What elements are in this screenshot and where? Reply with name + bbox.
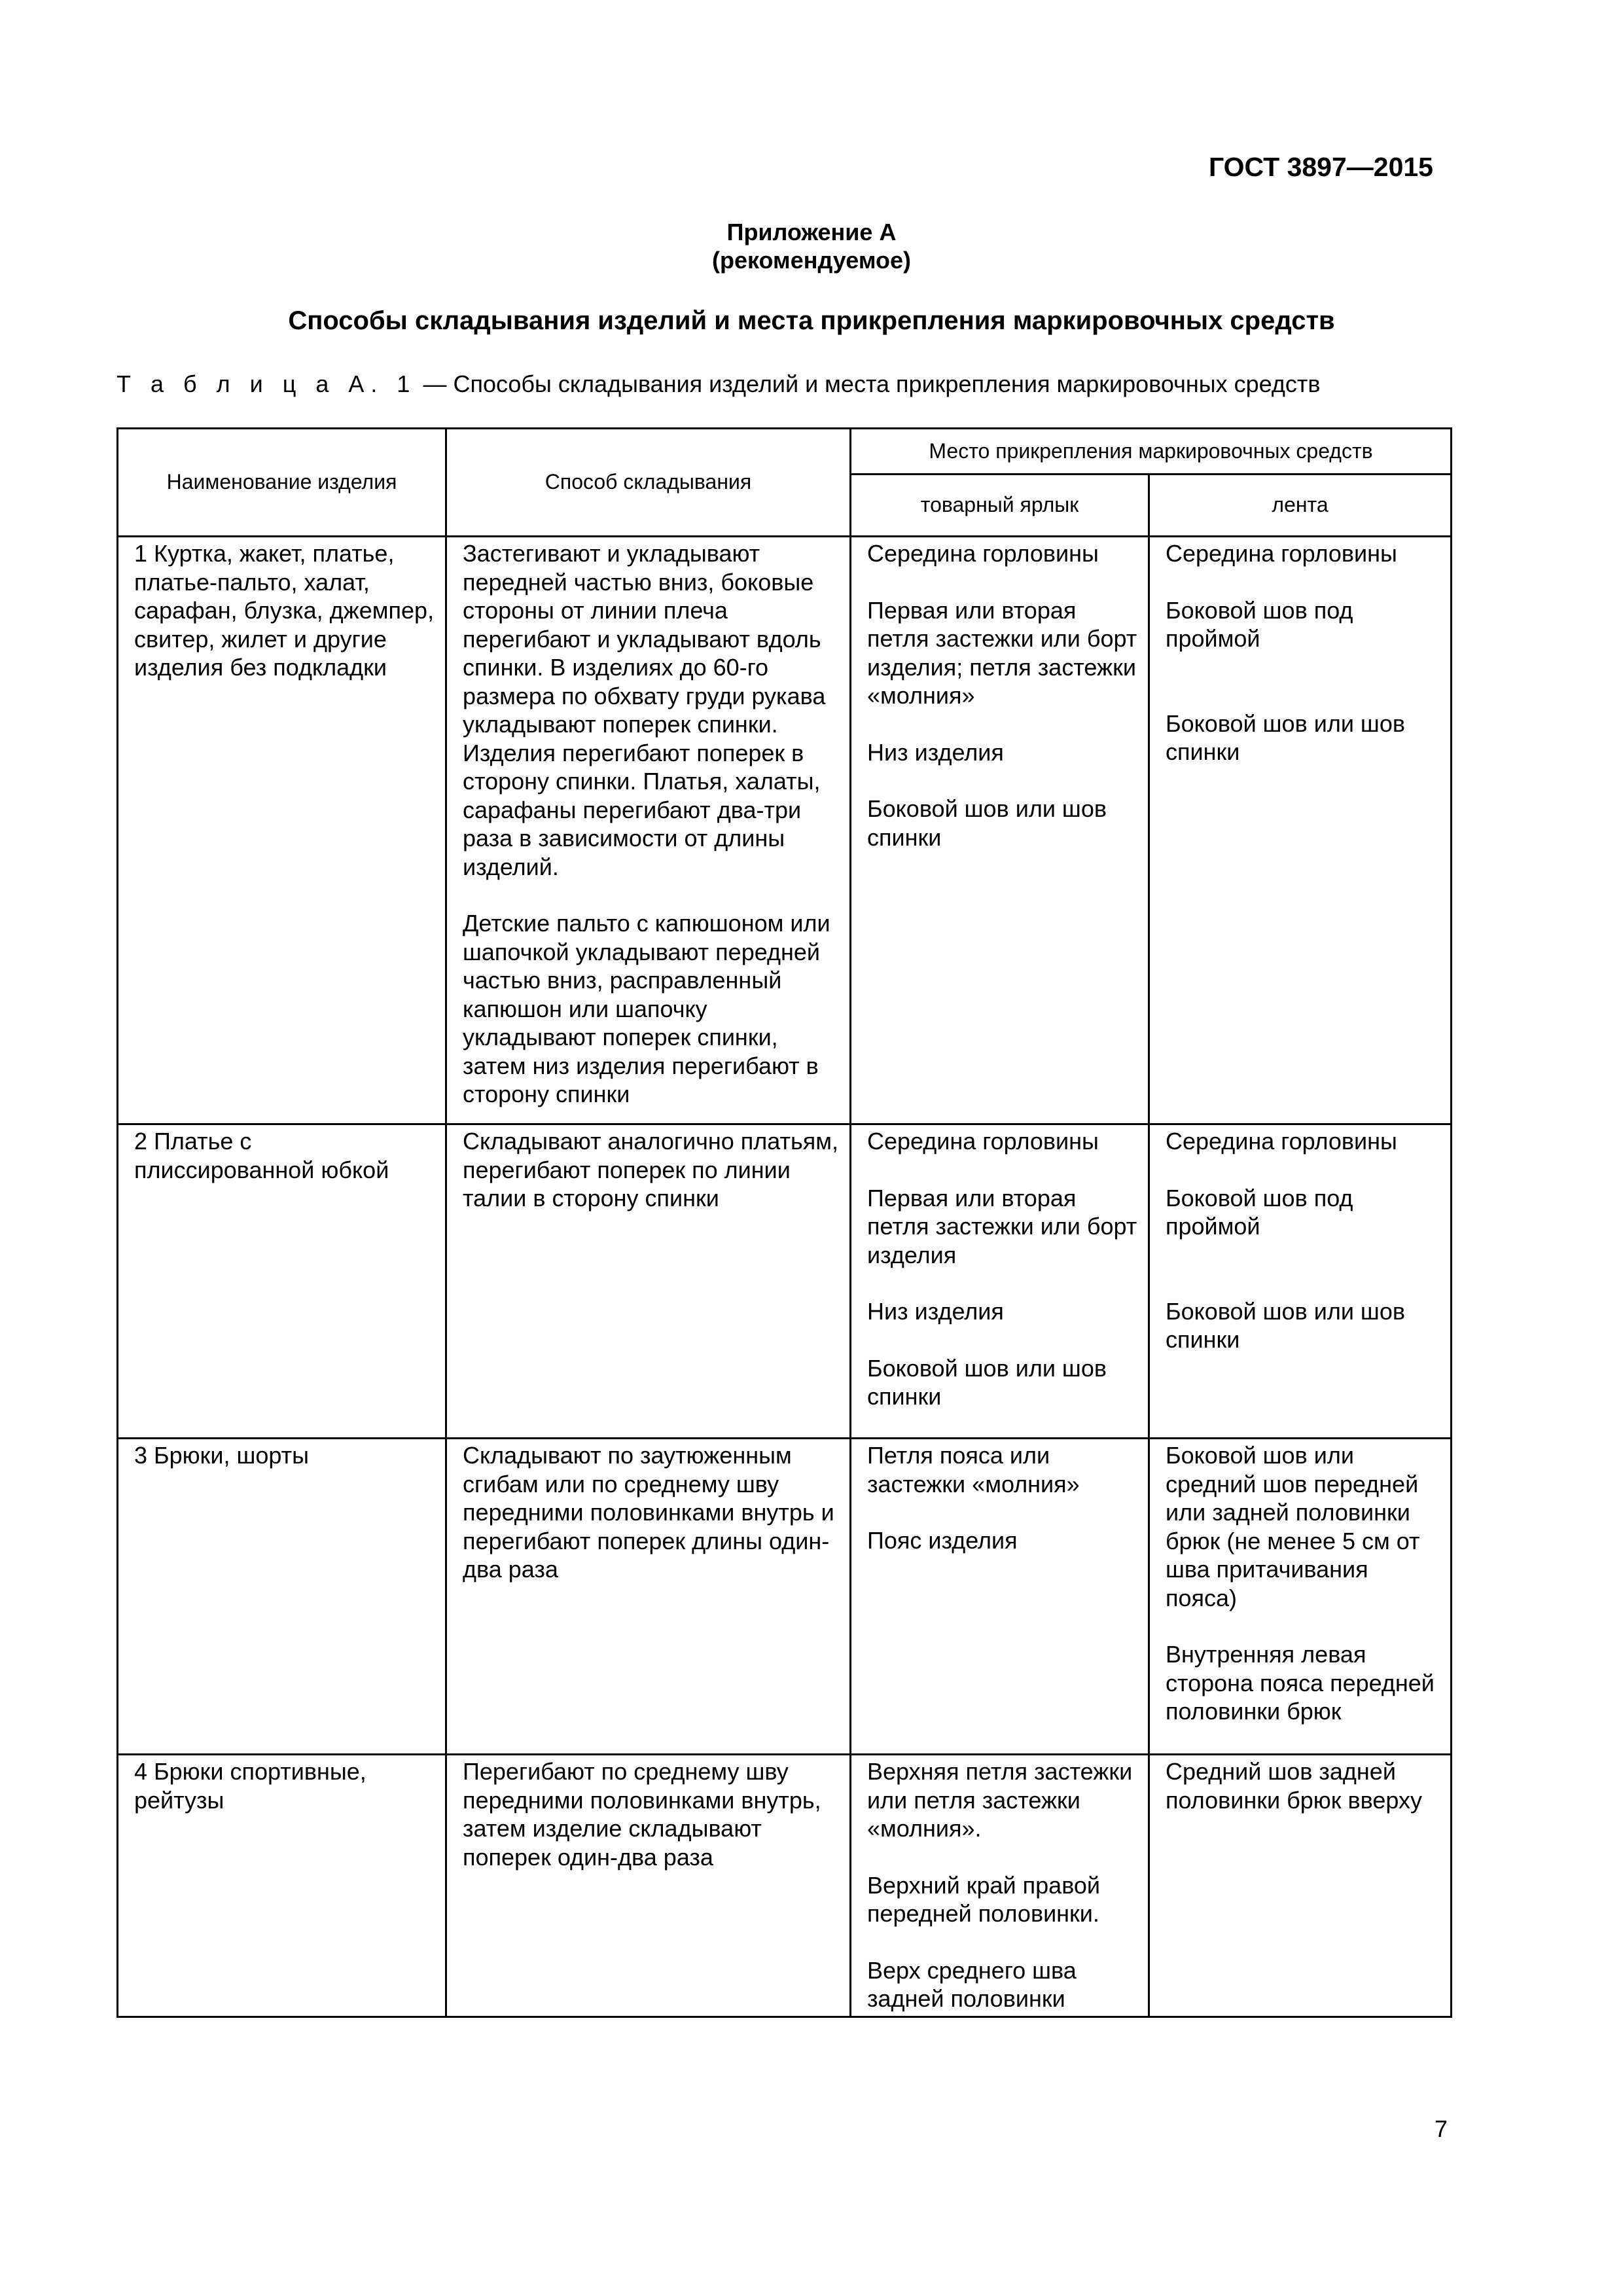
cell-tape xyxy=(1149,1439,1452,1755)
cell-folding-method xyxy=(446,1124,851,1439)
cell-paragraph: Первая или вторая петля застежки или борт изделия xyxy=(867,1184,1137,1268)
document-title: Способы складывания изделий и места прикрепления маркировочных средств xyxy=(288,306,1335,335)
cell-product-label xyxy=(851,537,1149,1124)
cell-paragraph: Внутренняя левая сторона пояса передней половинки брюк xyxy=(1166,1641,1435,1725)
cell-paragraph: Боковой шов или шов спинки xyxy=(1166,1297,1405,1353)
cell-paragraph: Боковой шов или средний шов передней или задней половинки брюк (не менее 5 см от шва притачивания пояса) xyxy=(1166,1442,1420,1611)
cell-folding-method xyxy=(446,1755,851,2017)
table-row xyxy=(118,537,1452,1124)
cell-paragraph: Складывают по заутюженным сгибам или по среднему шву передними половинками внутрь и перегибают поперек длины один-два раза xyxy=(463,1442,834,1583)
cell-product-label xyxy=(851,1755,1149,2017)
standard-number: ГОСТ 3897—2015 xyxy=(1208,152,1433,182)
cell-paragraph: Средний шов задней половинки брюк вверху xyxy=(1166,1758,1423,1814)
header-tape: лента xyxy=(1149,475,1452,537)
table-row xyxy=(118,1439,1452,1755)
appendix-label: Приложение А xyxy=(726,219,897,245)
cell-paragraph: Застегивают и укладывают передней частью вниз, боковые стороны от линии плеча перегибают и укладывают вдоль спинки. В изделиях до 60-го размера по обхвату груди рукава укладывают поперек спинки. Изделия перегибают поперек в сторону спинки. Платья, халаты, сарафаны перегибают два-три раза в зависимости от длины изделий. xyxy=(463,540,826,880)
cell-item-name: 4 Брюки спортивные, рейтузы xyxy=(118,1755,446,2017)
table-caption-dash: — xyxy=(416,370,454,397)
page-number: 7 xyxy=(1434,2115,1448,2142)
appendix-status: (рекомендуемое) xyxy=(712,247,911,274)
cell-item-name: 1 Куртка, жакет, платье, платье-пальто, халат, сарафан, блузка, джемпер, свитер, жилет и другие изделия без подкладки xyxy=(118,537,446,1124)
cell-product-label xyxy=(851,1124,1149,1439)
cell-paragraph: Боковой шов под проймой xyxy=(1166,1184,1353,1240)
header-folding-method: Способ складывания xyxy=(446,429,851,537)
header-product-label: товарный ярлык xyxy=(851,475,1149,537)
cell-paragraph: Перегибают по среднему шву передними половинками внутрь, затем изделие складывают поперек один-два раза xyxy=(463,1758,821,1871)
header-attachment-place: Место прикрепления маркировочных средств xyxy=(851,429,1452,475)
cell-paragraph: Складывают аналогично платьям, перегибают поперек по линии талии в сторону спинки xyxy=(463,1128,838,1211)
cell-paragraph: Верхняя петля застежки или петля застежки «молния». xyxy=(867,1758,1133,1842)
cell-tape xyxy=(1149,1124,1452,1439)
cell-tape xyxy=(1149,1755,1452,2017)
table-row xyxy=(118,1124,1452,1439)
cell-paragraph: Середина горловины xyxy=(867,540,1099,567)
cell-paragraph: Пояс изделия xyxy=(867,1527,1018,1554)
header-item-name: Наименование изделия xyxy=(118,429,446,537)
cell-paragraph: Верхний край правой передней половинки. xyxy=(867,1871,1101,1927)
cell-paragraph: Середина горловины xyxy=(867,1128,1099,1155)
cell-paragraph: Детские пальто с капюшоном или шапочкой укладывают передней частью вниз, расправленный капюшон или шапочку укладывают поперек спинки, затем низ изделия перегибают в сторону спинки xyxy=(463,910,830,1107)
cell-item-name: 3 Брюки, шорты xyxy=(118,1439,446,1755)
cell-paragraph: Низ изделия xyxy=(867,738,1004,766)
cell-item-name: 2 Платье с плиссированной юбкой xyxy=(118,1124,446,1439)
cell-paragraph: Середина горловины xyxy=(1166,1128,1397,1155)
table-row xyxy=(118,1755,1452,2017)
table-caption-text: Способы складывания изделий и места прикрепления маркировочных средств xyxy=(453,370,1321,397)
table-caption-prefix: Т а б л и ц а А. 1 xyxy=(116,370,417,397)
cell-paragraph: Боковой шов или шов спинки xyxy=(1166,709,1405,765)
table-caption xyxy=(116,370,1321,398)
cell-paragraph: Боковой шов или шов спинки xyxy=(867,795,1107,851)
cell-paragraph: Верх среднего шва задней половинки xyxy=(867,1956,1077,2012)
marking-table xyxy=(116,427,1452,2018)
cell-product-label xyxy=(851,1439,1149,1755)
cell-paragraph: Низ изделия xyxy=(867,1298,1004,1325)
cell-tape xyxy=(1149,537,1452,1124)
cell-folding-method xyxy=(446,537,851,1124)
cell-paragraph: Боковой шов или шов спинки xyxy=(867,1354,1107,1410)
cell-paragraph: Середина горловины xyxy=(1166,540,1397,567)
cell-paragraph: Петля пояса или застежки «молния» xyxy=(867,1442,1080,1498)
cell-folding-method xyxy=(446,1439,851,1755)
cell-paragraph: Первая или вторая петля застежки или борт изделия; петля застежки «молния» xyxy=(867,596,1137,709)
cell-paragraph: Боковой шов под проймой xyxy=(1166,596,1353,652)
